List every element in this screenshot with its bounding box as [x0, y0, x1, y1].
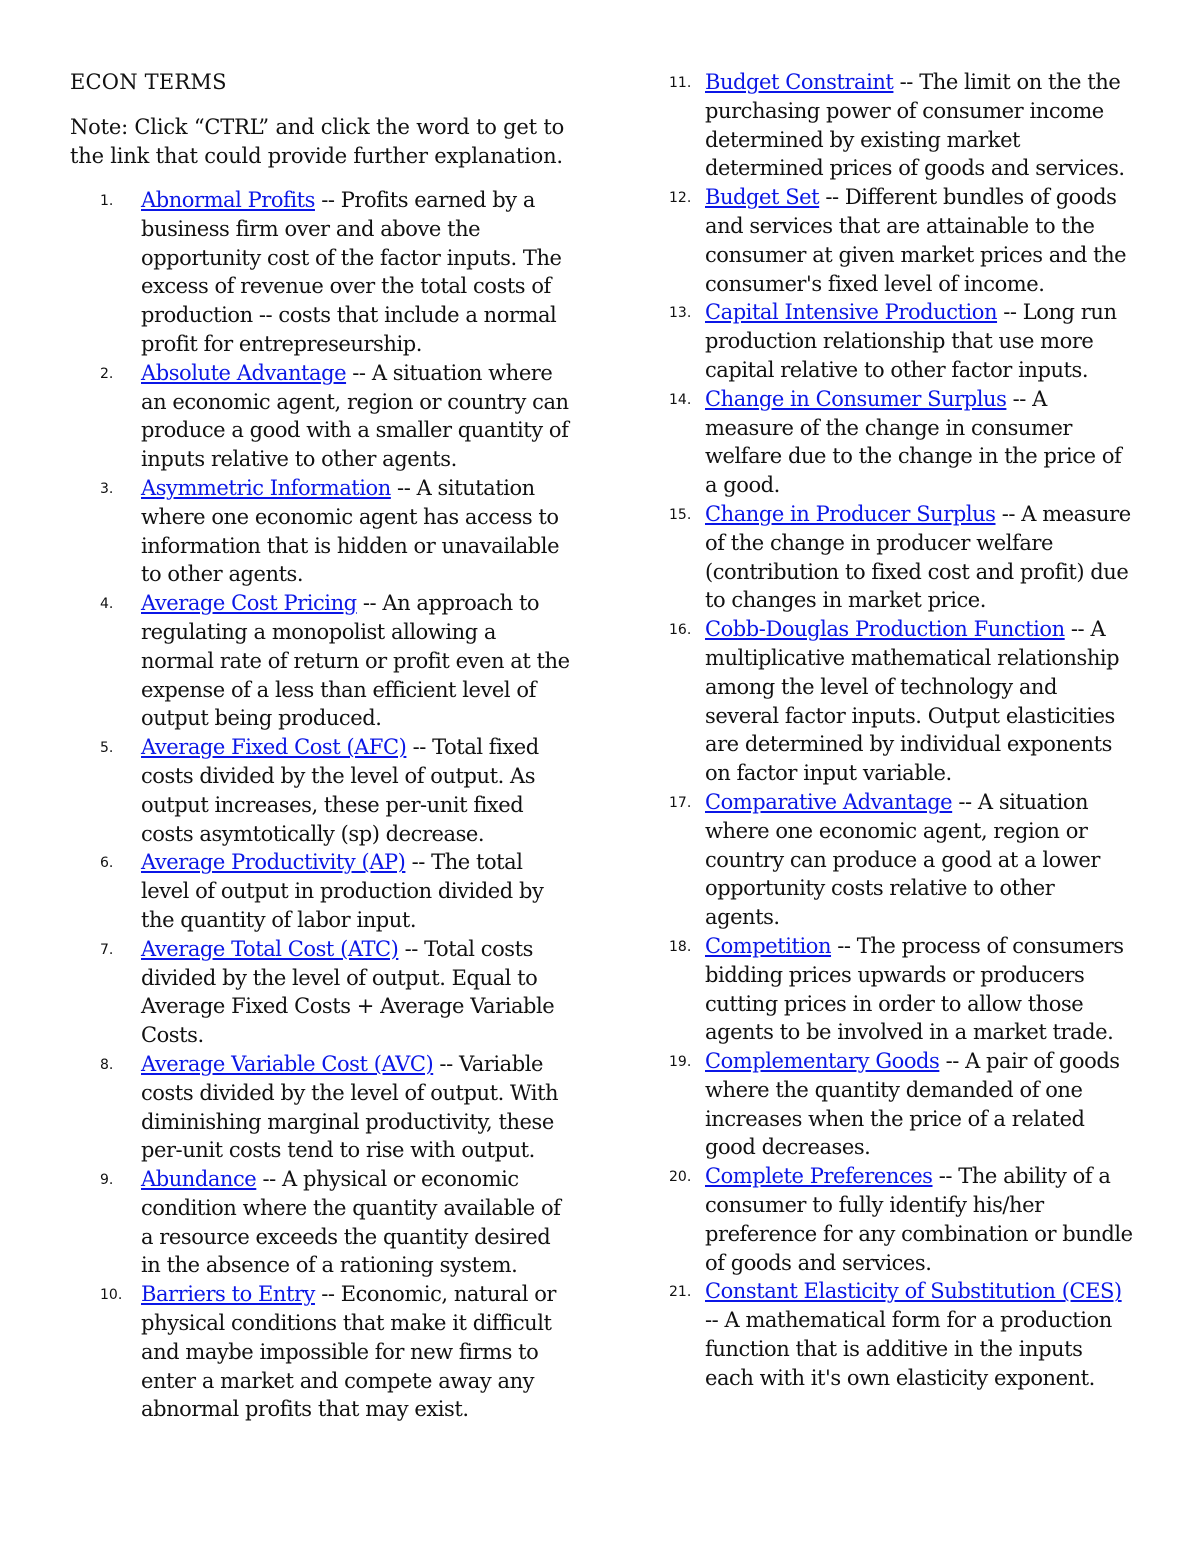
list-item	[658, 298, 1134, 384]
term-link-average-cost-pricing[interactable]: Average Cost Pricing	[141, 591, 357, 616]
term-link-complete-preferences[interactable]: Complete Preferences	[705, 1164, 933, 1189]
page-title: ECON TERMS	[70, 70, 227, 94]
list-item	[658, 1277, 1134, 1392]
term-definition: Variable costs divided by the level of output. With diminishing marginal productivity, these per-unit costs tend to rise with output.	[141, 1051, 559, 1163]
separator: --	[314, 1282, 341, 1307]
list-item	[70, 1165, 570, 1280]
separator: --	[939, 1049, 966, 1074]
term-definition: An approach to regulating a monopolist allowing a normal rate of return or profit even at the expense of a less than efficient level of output being produced.	[141, 591, 570, 731]
item-number: 19.	[669, 1054, 692, 1071]
term-definition: The total level of output in production divided by the quantity of labor input.	[141, 850, 544, 932]
separator: --	[405, 850, 432, 875]
separator: --	[390, 475, 417, 500]
separator: --	[705, 1308, 725, 1333]
term-link-abundance[interactable]: Abundance	[141, 1167, 257, 1192]
term-link-barriers-to-entry[interactable]: Barriers to Entry	[141, 1282, 315, 1307]
terms-list-left	[70, 186, 570, 1424]
term-link-budget-set[interactable]: Budget Set	[705, 185, 820, 210]
term-link-average-productivity[interactable]: Average Productivity (AP)	[141, 850, 406, 875]
term-link-competition[interactable]: Competition	[705, 933, 832, 958]
list-item	[658, 788, 1134, 932]
separator: --	[997, 300, 1023, 325]
item-number: 3.	[100, 480, 114, 497]
term-link-asymmetric-information[interactable]: Asymmetric Information	[141, 475, 391, 500]
list-item	[658, 183, 1134, 298]
separator: --	[356, 591, 383, 616]
list-item	[70, 589, 570, 733]
term-definition: A multiplicative mathematical relationship among the level of technology and several factor inputs. Output elasticities are determined by individual exponents on factor input variable.	[705, 617, 1120, 786]
list-item	[70, 1050, 570, 1165]
list-item	[658, 1047, 1134, 1162]
term-link-absolute-advantage[interactable]: Absolute Advantage	[141, 360, 347, 385]
separator: --	[406, 735, 433, 760]
term-link-cobb-douglas-production-function[interactable]: Cobb-Douglas Production Function	[705, 617, 1065, 642]
item-number: 16.	[669, 622, 692, 639]
term-definition: Different bundles of goods and services that are attainable to the consumer at given market prices and the consumer's fixed level of income.	[705, 185, 1127, 296]
term-definition: A situtation where one economic agent has access to information that is hidden or unavailable to other agents.	[141, 475, 560, 587]
term-definition: A measure of the change in consumer welfare due to the change in the price of a good.	[705, 386, 1122, 498]
separator: --	[346, 360, 372, 385]
term-definition: Total fixed costs divided by the level of output. As output increases, these per-unit fixed costs asymtotically (sp) decrease.	[141, 735, 539, 846]
separator: --	[1064, 617, 1091, 642]
item-number: 4.	[100, 596, 114, 613]
term-definition: Total costs divided by the level of output. Equal to Average Fixed Costs + Average Variable Costs.	[141, 936, 555, 1048]
terms-list-right	[658, 68, 1134, 1393]
term-link-complementary-goods[interactable]: Complementary Goods	[705, 1049, 940, 1074]
term-link-average-total-cost[interactable]: Average Total Cost (ATC)	[141, 936, 399, 961]
term-definition: Economic, natural or physical conditions that make it difficult and maybe impossible for new firms to enter a market and compete away any abnormal profits that may exist.	[141, 1282, 557, 1422]
item-number: 14.	[669, 391, 692, 408]
item-number: 8.	[100, 1056, 114, 1073]
term-link-change-in-producer-surplus[interactable]: Change in Producer Surplus	[705, 501, 996, 526]
item-number: 5.	[100, 740, 114, 757]
separator: --	[314, 188, 341, 212]
item-number: 9.	[100, 1172, 114, 1189]
separator: --	[1006, 386, 1033, 411]
item-number: 7.	[100, 941, 114, 958]
item-number: 11.	[669, 75, 692, 91]
list-item	[658, 615, 1134, 788]
term-link-budget-constraint[interactable]: Budget Constraint	[705, 70, 894, 94]
term-definition: Profits earned by a business firm over and above the opportunity cost of the factor inputs. The excess of revenue over the total costs of production -- costs that include a normal profit for entrepreseurship.	[141, 188, 562, 356]
term-link-abnormal-profits[interactable]: Abnormal Profits	[141, 188, 315, 212]
term-definition: The ability of a consumer to fully identify his/her preference for any combination or bundle of goods and services.	[705, 1164, 1133, 1275]
term-link-average-fixed-cost[interactable]: Average Fixed Cost (AFC)	[141, 735, 407, 760]
right-column	[658, 68, 1134, 1393]
item-number: 12.	[669, 190, 692, 207]
list-item	[70, 186, 570, 359]
list-item	[70, 848, 570, 934]
item-number: 1.	[100, 193, 114, 209]
separator: --	[819, 185, 845, 210]
list-item	[70, 1280, 570, 1424]
term-definition: A pair of goods where the quantity demanded of one increases when the price of a related good decreases.	[705, 1049, 1120, 1160]
separator: --	[932, 1164, 959, 1189]
term-link-change-in-consumer-surplus[interactable]: Change in Consumer Surplus	[705, 386, 1007, 411]
item-number: 15.	[669, 506, 692, 523]
item-number: 18.	[669, 938, 692, 955]
item-number: 6.	[100, 855, 114, 872]
term-definition: A mathematical form for a production function that is additive in the inputs each with it's own elasticity exponent.	[705, 1308, 1112, 1390]
instruction-note: Note: Click “CTRL” and click the word to get to the link that could provide further explanation.	[70, 115, 565, 168]
separator: --	[893, 70, 920, 94]
term-definition: Long run production relationship that use more capital relative to other factor inputs.	[705, 300, 1117, 382]
term-link-average-variable-cost[interactable]: Average Variable Cost (AVC)	[141, 1051, 434, 1076]
item-number: 13.	[669, 305, 692, 322]
separator: --	[398, 936, 425, 961]
term-definition: A physical or economic condition where the quantity available of a resource exceeds the quantity desired in the absence of a rationing system.	[141, 1167, 561, 1278]
term-link-capital-intensive-production[interactable]: Capital Intensive Production	[705, 300, 998, 325]
term-definition: The process of consumers bidding prices upwards or producers cutting prices in order to allow those agents to be involved in a market trade.	[705, 933, 1124, 1045]
item-number: 21.	[669, 1284, 692, 1301]
list-item	[658, 932, 1134, 1047]
item-number: 2.	[100, 365, 114, 382]
item-number: 20.	[669, 1169, 692, 1186]
term-definition: A measure of the change in producer welfare (contribution to fixed cost and profit) due to changes in market price.	[705, 501, 1131, 613]
term-definition: A situation where one economic agent, region or country can produce a good at a lower opportunity costs relative to other agents.	[705, 789, 1100, 930]
separator: --	[831, 933, 857, 958]
list-item	[70, 474, 570, 589]
term-link-constant-elasticity-of-substitution[interactable]: Constant Elasticity of Substitution (CES)	[705, 1279, 1122, 1304]
list-item	[658, 68, 1134, 183]
list-item	[658, 500, 1134, 615]
item-number: 10.	[100, 1287, 123, 1304]
list-item	[70, 733, 570, 848]
list-item	[658, 1162, 1134, 1277]
item-number: 17.	[669, 794, 692, 811]
list-item	[70, 359, 570, 474]
separator: --	[256, 1167, 283, 1192]
separator: --	[952, 789, 978, 814]
left-column	[70, 68, 570, 1424]
term-link-comparative-advantage[interactable]: Comparative Advantage	[705, 789, 953, 814]
term-definition: The limit on the the purchasing power of consumer income determined by existing market determined prices of goods and services.	[705, 70, 1125, 181]
list-item	[658, 385, 1134, 500]
list-item	[70, 935, 570, 1050]
separator: --	[433, 1051, 459, 1076]
separator: --	[995, 501, 1022, 526]
term-definition: A situation where an economic agent, region or country can produce a good with a smaller quantity of inputs relative to other agents.	[141, 360, 569, 472]
